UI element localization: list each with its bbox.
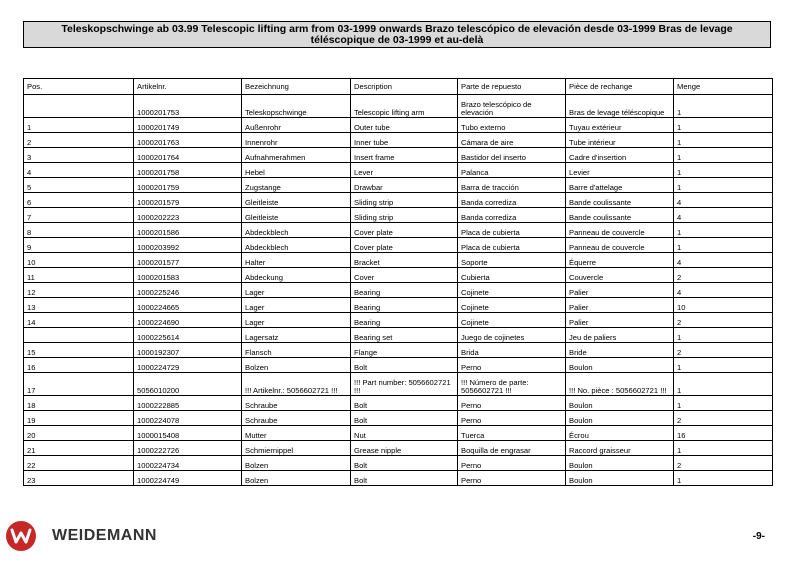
parts-table: [23, 78, 773, 486]
table-cell: Abdeckblech: [242, 223, 351, 238]
table-row: [24, 253, 773, 268]
table-cell: 1: [674, 223, 773, 238]
table-cell: 2: [674, 313, 773, 328]
table-cell: Perno: [458, 396, 566, 411]
table-cell: 16: [24, 358, 134, 373]
table-row: [24, 283, 773, 298]
table-cell: Palanca: [458, 163, 566, 178]
column-header: Pièce de rechange: [566, 79, 674, 95]
table-cell: 5: [24, 178, 134, 193]
table-cell: Bolt: [351, 471, 458, 486]
table-row: [24, 343, 773, 358]
table-cell: Bolt: [351, 358, 458, 373]
table-cell: 4: [674, 283, 773, 298]
table-cell: Schmiernippel: [242, 441, 351, 456]
table-cell: 1000201586: [134, 223, 242, 238]
table-cell: Panneau de couvercle: [566, 223, 674, 238]
table-cell: Zugstange: [242, 178, 351, 193]
table-cell: Perno: [458, 358, 566, 373]
column-header: Description: [351, 79, 458, 95]
table-cell: 1: [674, 163, 773, 178]
table-cell: 4: [674, 208, 773, 223]
table-cell: Flansch: [242, 343, 351, 358]
table-cell: 6: [24, 193, 134, 208]
table-cell: 1000201749: [134, 118, 242, 133]
table-cell: 8: [24, 223, 134, 238]
table-cell: !!! Artikelnr.: 5056602721 !!!: [242, 373, 351, 396]
table-cell: 17: [24, 373, 134, 396]
table-cell: [24, 95, 134, 118]
table-row: [24, 441, 773, 456]
table-cell: 1: [674, 471, 773, 486]
table-cell: Lever: [351, 163, 458, 178]
table-row: [24, 471, 773, 486]
table-cell: Bolt: [351, 411, 458, 426]
table-cell: 3: [24, 148, 134, 163]
table-cell: 1000192307: [134, 343, 242, 358]
table-cell: Raccord graisseur: [566, 441, 674, 456]
table-cell: Inner tube: [351, 133, 458, 148]
table-cell: 1: [674, 133, 773, 148]
table-cell: Boulon: [566, 396, 674, 411]
table-cell: Tuerca: [458, 426, 566, 441]
table-row: [24, 148, 773, 163]
table-cell: 2: [674, 268, 773, 283]
table-cell: Tube intérieur: [566, 133, 674, 148]
table-cell: 22: [24, 456, 134, 471]
table-cell: 1000201577: [134, 253, 242, 268]
table-cell: 1: [674, 358, 773, 373]
table-cell: Tuyau extérieur: [566, 118, 674, 133]
table-cell: Bolzen: [242, 471, 351, 486]
table-cell: Boquilla de engrasar: [458, 441, 566, 456]
table-cell: Teleskopschwinge: [242, 95, 351, 118]
table-cell: 1000225246: [134, 283, 242, 298]
table-cell: Boulon: [566, 358, 674, 373]
table-cell: Bolt: [351, 456, 458, 471]
table-cell: 1000202223: [134, 208, 242, 223]
table-cell: 10: [674, 298, 773, 313]
table-row: [24, 268, 773, 283]
table-row: [24, 328, 773, 343]
page-number: -9-: [752, 531, 765, 542]
table-cell: Cubierta: [458, 268, 566, 283]
table-cell: 2: [674, 456, 773, 471]
table-cell: Lager: [242, 283, 351, 298]
table-cell: Placa de cubierta: [458, 238, 566, 253]
table-cell: Bande coulissante: [566, 193, 674, 208]
table-cell: 1: [674, 148, 773, 163]
table-cell: 19: [24, 411, 134, 426]
brand-name: WEIDEMANN: [52, 527, 157, 544]
table-cell: Cámara de aire: [458, 133, 566, 148]
table-row: [24, 223, 773, 238]
table-cell: 16: [674, 426, 773, 441]
table-cell: Bride: [566, 343, 674, 358]
table-cell: Lagersatz: [242, 328, 351, 343]
table-cell: Grease nipple: [351, 441, 458, 456]
table-cell: 11: [24, 268, 134, 283]
table-cell: 1000224734: [134, 456, 242, 471]
table-cell: Aufnahmerahmen: [242, 148, 351, 163]
table-row: [24, 396, 773, 411]
table-cell: Cover plate: [351, 238, 458, 253]
table-cell: 4: [24, 163, 134, 178]
table-cell: 20: [24, 426, 134, 441]
table-cell: 1000224665: [134, 298, 242, 313]
table-row: [24, 208, 773, 223]
table-cell: Banda corrediza: [458, 208, 566, 223]
weidemann-w-logo-icon: [6, 521, 36, 551]
table-cell: Barre d'attelage: [566, 178, 674, 193]
table-cell: Jeu de paliers: [566, 328, 674, 343]
table-row: [24, 456, 773, 471]
table-row: [24, 133, 773, 148]
table-cell: 14: [24, 313, 134, 328]
table-cell: Cojinete: [458, 313, 566, 328]
table-cell: Palier: [566, 313, 674, 328]
table-cell: Bearing: [351, 313, 458, 328]
table-cell: 1000201763: [134, 133, 242, 148]
table-cell: Außenrohr: [242, 118, 351, 133]
table-cell: Perno: [458, 456, 566, 471]
table-cell: Abdeckung: [242, 268, 351, 283]
table-cell: Bande coulissante: [566, 208, 674, 223]
page-title-text: Teleskopschwinge ab 03.99 Telescopic lifting arm from 03-1999 onwards Brazo telescópico de elevación desde 03-1999 Bras de levage téléscopique de 03-1999 et au-delà: [61, 22, 733, 46]
table-cell: Cover plate: [351, 223, 458, 238]
table-cell: Bolzen: [242, 358, 351, 373]
table-cell: Halter: [242, 253, 351, 268]
table-cell: 10: [24, 253, 134, 268]
table-cell: Bras de levage téléscopique: [566, 95, 674, 118]
table-cell: 1: [674, 238, 773, 253]
table-cell: 1: [674, 373, 773, 396]
table-row: [24, 118, 773, 133]
table-body: [24, 95, 773, 486]
table-cell: Gleitleiste: [242, 208, 351, 223]
table-cell: 15: [24, 343, 134, 358]
table-cell: 13: [24, 298, 134, 313]
table-cell: Insert frame: [351, 148, 458, 163]
table-cell: Couvercle: [566, 268, 674, 283]
table-cell: 2: [674, 343, 773, 358]
table-cell: Cojinete: [458, 298, 566, 313]
table-cell: 1000222726: [134, 441, 242, 456]
table-cell: Boulon: [566, 471, 674, 486]
table-cell: Écrou: [566, 426, 674, 441]
table-cell: Sliding strip: [351, 208, 458, 223]
table-cell: 7: [24, 208, 134, 223]
table-cell: Palier: [566, 298, 674, 313]
table-cell: Équerre: [566, 253, 674, 268]
table-cell: 1000224749: [134, 471, 242, 486]
table-cell: Bolt: [351, 396, 458, 411]
table-cell: 1000203992: [134, 238, 242, 253]
column-header: Menge: [674, 79, 773, 95]
table-cell: !!! Número de parte: 5056602721 !!!: [458, 373, 566, 396]
table-cell: Bolzen: [242, 456, 351, 471]
table-cell: 4: [674, 253, 773, 268]
table-cell: 12: [24, 283, 134, 298]
table-cell: Brazo telescópico de elevación: [458, 95, 566, 118]
table-cell: Panneau de couvercle: [566, 238, 674, 253]
table-cell: 1000201579: [134, 193, 242, 208]
table-cell: Boulon: [566, 456, 674, 471]
table-row: [24, 163, 773, 178]
table-cell: Levier: [566, 163, 674, 178]
table-row: [24, 95, 773, 118]
table-cell: Cover: [351, 268, 458, 283]
column-header: Artikelnr.: [134, 79, 242, 95]
table-cell: Flange: [351, 343, 458, 358]
table-cell: !!! Part number: 5056602721 !!!: [351, 373, 458, 396]
table-row: [24, 193, 773, 208]
table-cell: 1000224690: [134, 313, 242, 328]
table-cell: Soporte: [458, 253, 566, 268]
table-cell: Gleitleiste: [242, 193, 351, 208]
table-row: [24, 426, 773, 441]
table-cell: Tubo externo: [458, 118, 566, 133]
table-cell: 1: [674, 396, 773, 411]
table-cell: Bastidor del inserto: [458, 148, 566, 163]
table-cell: Schraube: [242, 411, 351, 426]
table-cell: [24, 328, 134, 343]
column-header: Pos.: [24, 79, 134, 95]
table-cell: 9: [24, 238, 134, 253]
table-row: [24, 298, 773, 313]
table-cell: 1: [674, 441, 773, 456]
table-cell: 1: [674, 95, 773, 118]
table-cell: Banda corrediza: [458, 193, 566, 208]
table-row: [24, 373, 773, 396]
table-cell: Cadre d'insertion: [566, 148, 674, 163]
table-row: [24, 358, 773, 373]
table-cell: Telescopic lifting arm: [351, 95, 458, 118]
table-cell: Drawbar: [351, 178, 458, 193]
page-title: [23, 21, 771, 48]
table-header-row: [24, 79, 773, 95]
table-row: [24, 411, 773, 426]
table-cell: 1: [24, 118, 134, 133]
table-cell: 1000015408: [134, 426, 242, 441]
table-cell: 18: [24, 396, 134, 411]
table-cell: 1000201758: [134, 163, 242, 178]
table-cell: 1000201759: [134, 178, 242, 193]
table-cell: 1000201764: [134, 148, 242, 163]
table-cell: 1000201583: [134, 268, 242, 283]
table-cell: Brida: [458, 343, 566, 358]
table-row: [24, 238, 773, 253]
table-cell: Bracket: [351, 253, 458, 268]
table-cell: Nut: [351, 426, 458, 441]
table-cell: 21: [24, 441, 134, 456]
table-cell: Bearing set: [351, 328, 458, 343]
table-cell: Innenrohr: [242, 133, 351, 148]
table-cell: Bearing: [351, 298, 458, 313]
table-cell: Palier: [566, 283, 674, 298]
table-cell: Lager: [242, 313, 351, 328]
table-cell: Placa de cubierta: [458, 223, 566, 238]
table-cell: 2: [24, 133, 134, 148]
table-cell: Cojinete: [458, 283, 566, 298]
table-cell: Mutter: [242, 426, 351, 441]
table-cell: 5056010200: [134, 373, 242, 396]
table-cell: !!! No. pièce : 5056602721 !!!: [566, 373, 674, 396]
table-cell: Schraube: [242, 396, 351, 411]
table-row: [24, 178, 773, 193]
table-cell: Hebel: [242, 163, 351, 178]
table-cell: 23: [24, 471, 134, 486]
table-cell: 1000201753: [134, 95, 242, 118]
table-cell: Perno: [458, 411, 566, 426]
table-cell: 1000225614: [134, 328, 242, 343]
column-header: Parte de repuesto: [458, 79, 566, 95]
table-cell: Bearing: [351, 283, 458, 298]
column-header: Bezeichnung: [242, 79, 351, 95]
table-cell: 1000224078: [134, 411, 242, 426]
footer-logo: [6, 521, 157, 551]
table-cell: 1: [674, 328, 773, 343]
table-cell: 2: [674, 411, 773, 426]
table-cell: Lager: [242, 298, 351, 313]
table-cell: Perno: [458, 471, 566, 486]
table-row: [24, 313, 773, 328]
table-cell: Juego de cojinetes: [458, 328, 566, 343]
table-cell: Outer tube: [351, 118, 458, 133]
table-cell: Abdeckblech: [242, 238, 351, 253]
table-cell: Boulon: [566, 411, 674, 426]
table-cell: 1000222885: [134, 396, 242, 411]
table-cell: 1: [674, 178, 773, 193]
table-cell: 4: [674, 193, 773, 208]
table-cell: 1000224729: [134, 358, 242, 373]
table-cell: 1: [674, 118, 773, 133]
table-cell: Barra de tracción: [458, 178, 566, 193]
table-cell: Sliding strip: [351, 193, 458, 208]
